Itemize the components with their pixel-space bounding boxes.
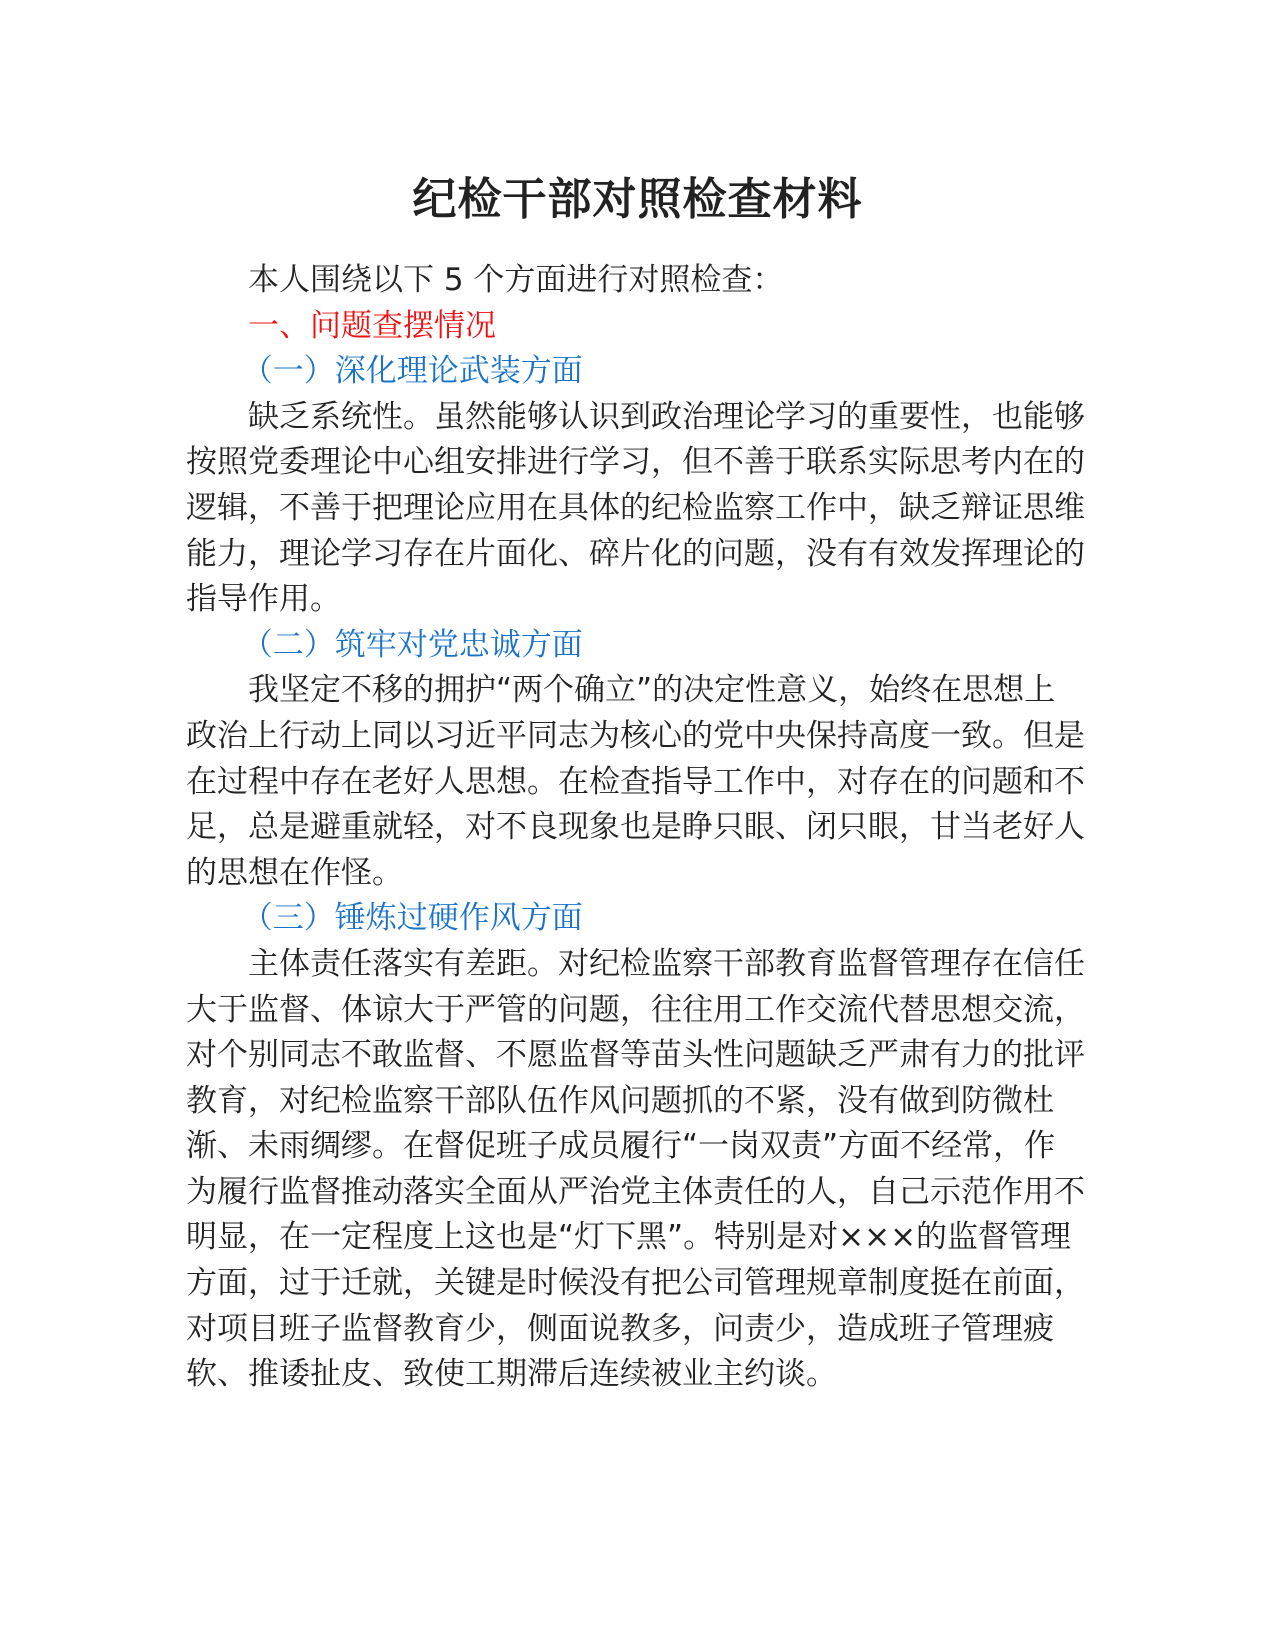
subsection-heading-3: （三）锤炼过硬作风方面	[241, 900, 583, 937]
subsection-body-2: 我坚定不移的拥护“两个确立”的决定性意义，始终在思想上政治上行动上同以习近平同志为核心的党中央保持高度一致。但是在过程中存在老好人思想。在检查指导工作中，对存在的问题和不足，总是避重就轻，对不良现象也是睁只眼、闭只眼，甘当老好人的思想在作怪。	[186, 672, 1085, 891]
subsection-body-1: 缺乏系统性。虽然能够认识到政治理论学习的重要性，也能够按照党委理论中心组安排进行学习，但不善于联系实际思考内在的逻辑，不善于把理论应用在具体的纪检监察工作中，缺乏辩证思维能力，理论学习存在片面化、碎片化的问题，没有有效发挥理论的指导作用。	[186, 398, 1085, 618]
subsection-heading-2: （二）筑牢对党忠诚方面	[241, 626, 583, 663]
document-title: 纪检干部对照检查材料	[412, 174, 863, 225]
intro-paragraph: 本人围绕以下 5 个方面进行对照检查：	[248, 262, 784, 298]
document-body	[186, 258, 1086, 1398]
subsection-heading-1: （一）深化理论武装方面	[241, 353, 583, 390]
section-heading-1: 一、问题查摆情况	[248, 307, 496, 344]
subsection-body-3: 主体责任落实有差距。对纪检监察干部教育监督管理存在信任大于监督、体谅大于严管的问题，往往用工作交流代替思想交流，对个别同志不敢监督、不愿监督等苗头性问题缺乏严肃有力的批评教育，对纪检监察干部队伍作风问题抓的不紧，没有做到防微杜渐、未雨绸缪。在督促班子成员履行“一岗双责”方面不经常，作为履行监督推动落实全面从严治党主体责任的人，自己示范作用不明显，在一定程度上这也是“灯下黑”。特别是对×××的监督管理方面，过于迁就，关键是时候没有把公司管理规章制度挺在前面，对项目班子监督教育少，侧面说教多，问责少，造成班子管理疲软、推诿扯皮、致使工期滞后连续被业主约谈。	[186, 945, 1085, 1393]
